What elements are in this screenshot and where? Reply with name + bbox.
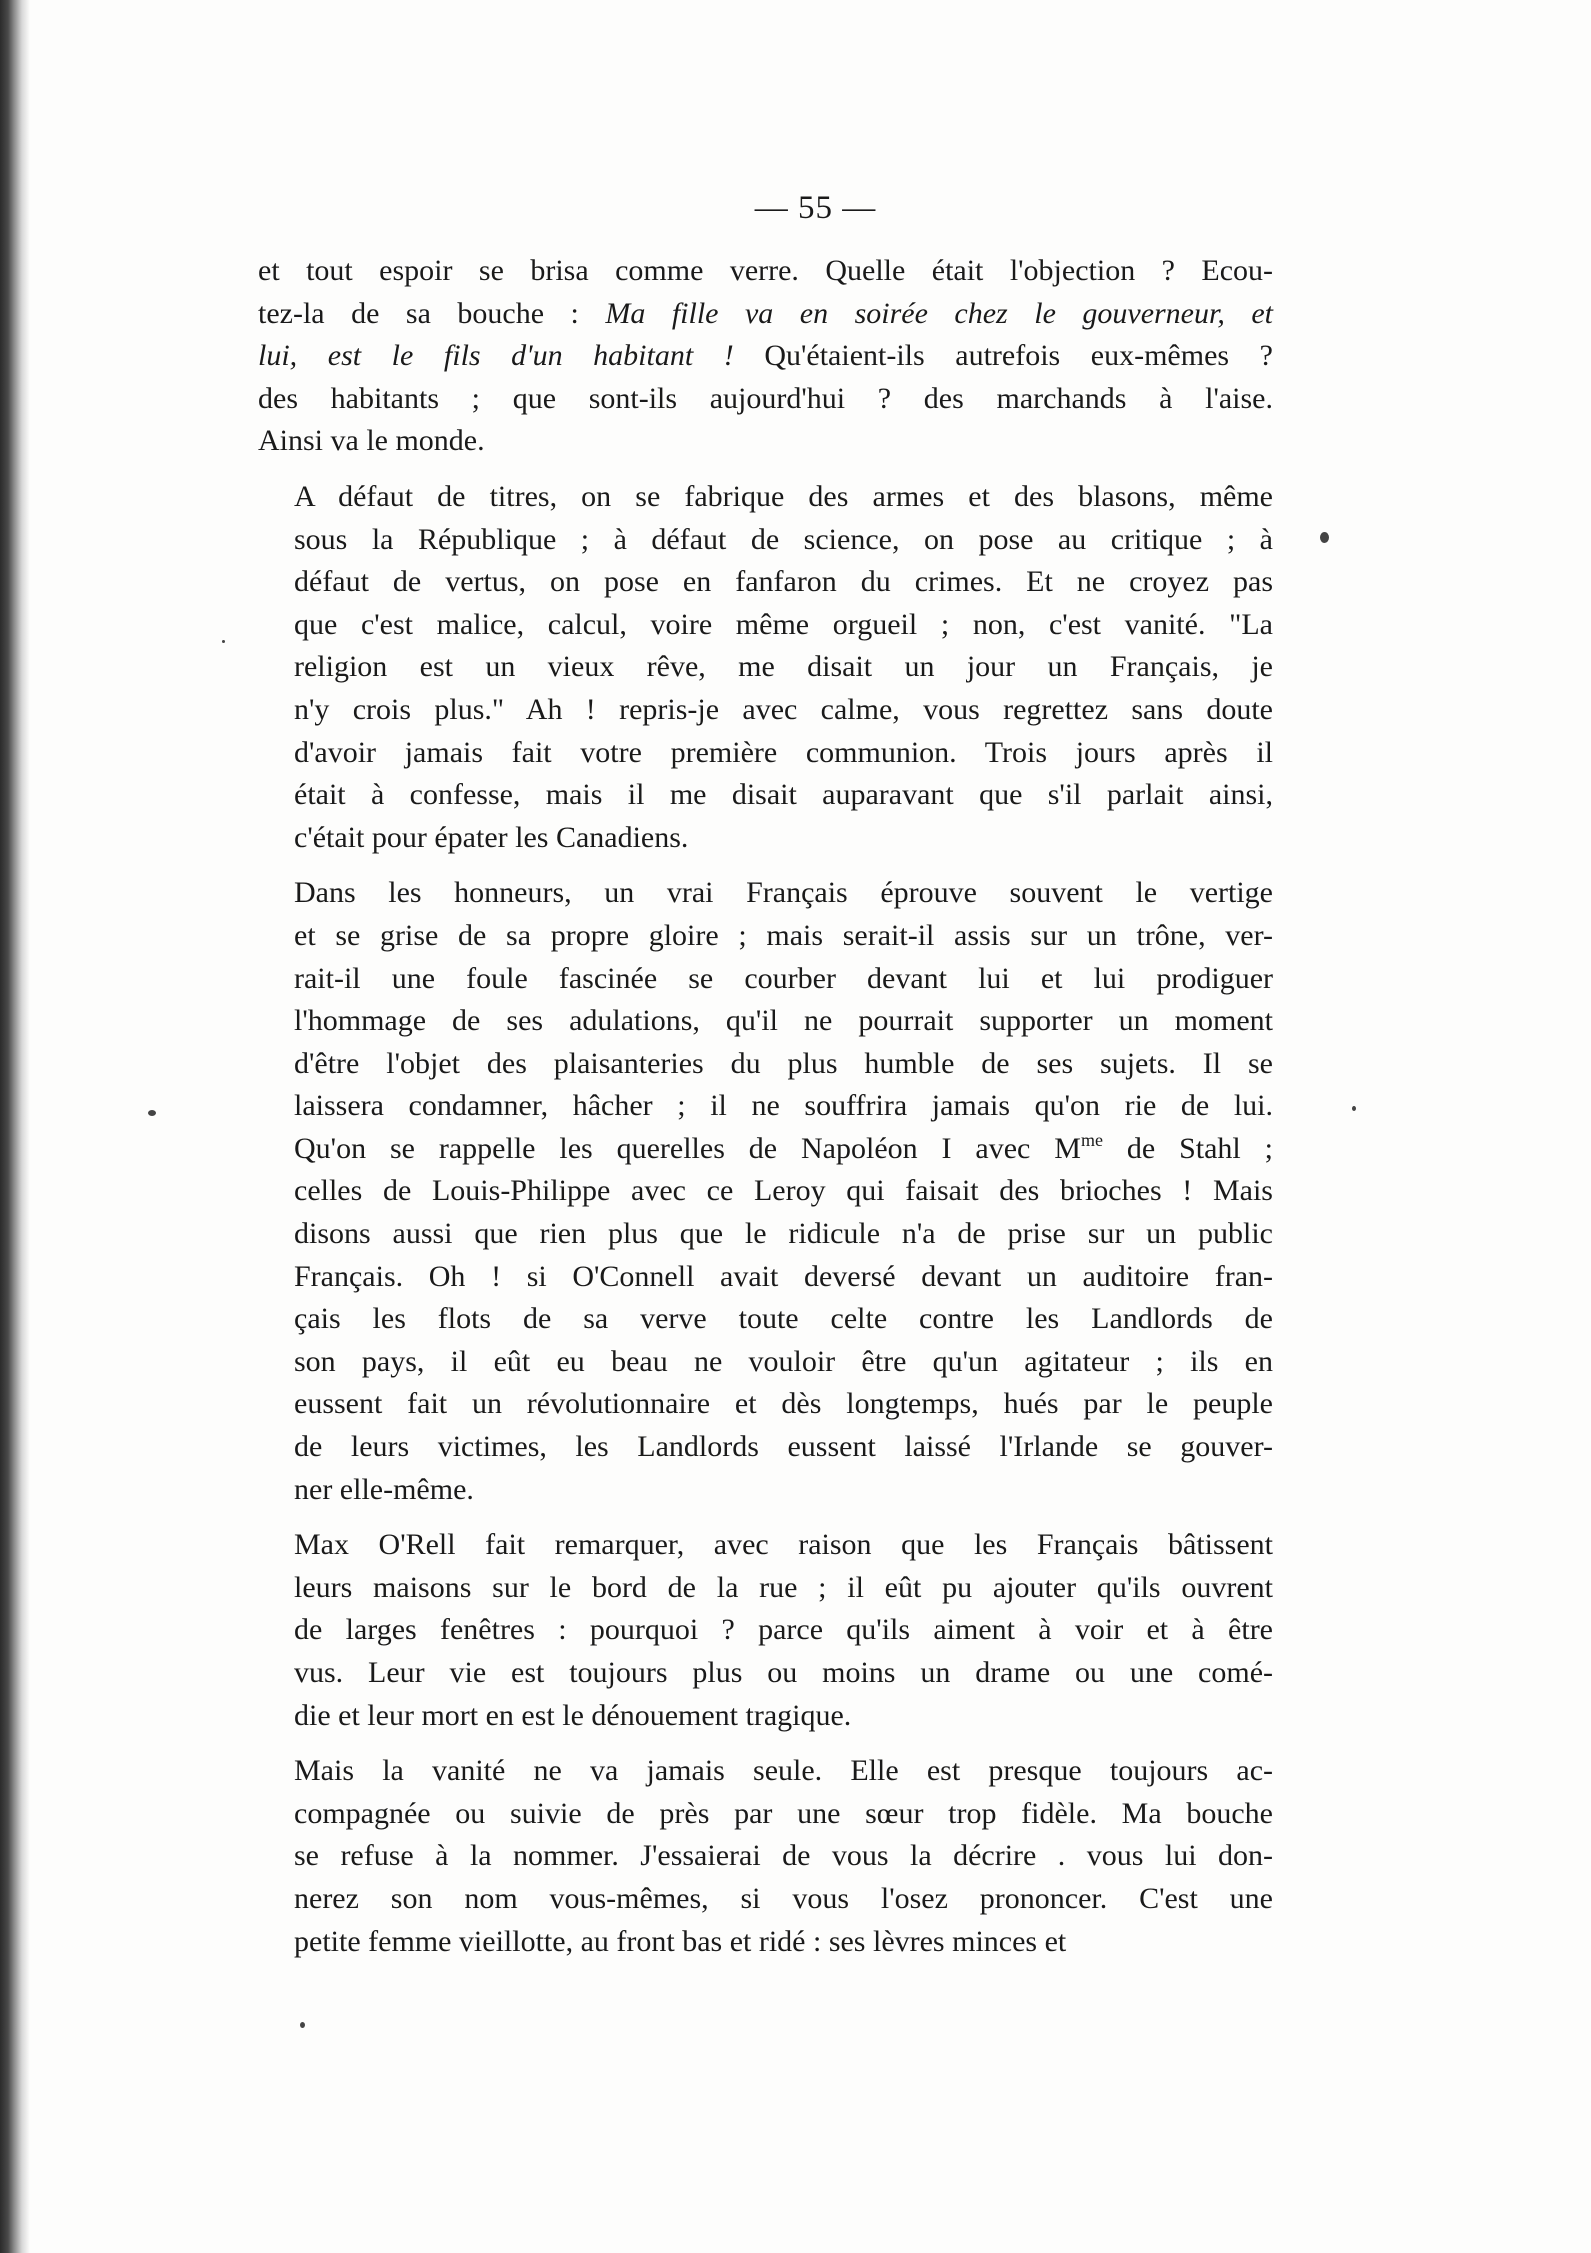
text-line: sous la République ; à défaut de science, on pose au critique ; à bbox=[294, 522, 1273, 556]
text-line: compagnée ou suivie de près par une sœur trop fidèle. Ma bouche bbox=[294, 1796, 1273, 1830]
text-line: de larges fenêtres : pourquoi ? parce qu'ils aiment à voir et à être bbox=[294, 1613, 1273, 1647]
text-line: petite femme vieillotte, au front bas et ridé : ses lèvres minces et bbox=[294, 1924, 1067, 1958]
text-line: son pays, il eût eu beau ne vouloir être qu'un agitateur ; ils en bbox=[294, 1344, 1273, 1378]
scan-speck bbox=[148, 1110, 156, 1116]
scan-speck bbox=[1320, 532, 1329, 543]
italic-text: Ma fille va en soirée chez le gouverneur, et bbox=[605, 296, 1273, 330]
text-line: rait-il une foule fascinée se courber devant lui et lui prodiguer bbox=[294, 961, 1273, 995]
text-line: disons aussi que rien plus que le ridicule n'a de prise sur un public bbox=[294, 1217, 1273, 1251]
text-line: ner elle-même. bbox=[294, 1472, 474, 1506]
scan-speck bbox=[300, 2022, 305, 2028]
paragraph bbox=[258, 476, 1273, 859]
text-line: c'était pour épater les Canadiens. bbox=[294, 820, 689, 854]
text-line: Max O'Rell fait remarquer, avec raison que les Français bâtissent bbox=[294, 1528, 1273, 1562]
paragraph bbox=[258, 250, 1273, 463]
text-line: nerez son nom vous-mêmes, si vous l'osez prononcer. C'est une bbox=[294, 1881, 1273, 1915]
text-line: l'hommage de ses adulations, qu'il ne pourrait supporter un moment bbox=[294, 1004, 1273, 1038]
text-line: défaut de vertus, on pose en fanfaron du crimes. Et ne croyez pas bbox=[294, 565, 1273, 599]
text-line: Français. Oh ! si O'Connell avait deversé devant un auditoire fran- bbox=[294, 1259, 1273, 1293]
binding-edge bbox=[0, 0, 30, 2253]
text-line: A défaut de titres, on se fabrique des armes et des blasons, même bbox=[294, 479, 1273, 513]
paragraph bbox=[258, 872, 1273, 1511]
text-line: était à confesse, mais il me disait auparavant que s'il parlait ainsi, bbox=[294, 778, 1273, 812]
text-line: de leurs victimes, les Landlords eussent laissé l'Irlande se gouver- bbox=[294, 1430, 1273, 1464]
text-line: et tout espoir se brisa comme verre. Quelle était l'objection ? Ecou- bbox=[258, 254, 1273, 287]
text-line: que c'est malice, calcul, voire même orgueil ; non, c'est vanité. "La bbox=[294, 607, 1273, 641]
text-line: Ainsi va le monde. bbox=[258, 424, 485, 458]
italic-text: lui, est le fils d'un habitant ! bbox=[258, 339, 734, 373]
paragraph bbox=[258, 1524, 1273, 1737]
text-line: et se grise de sa propre gloire ; mais serait-il assis sur un trône, ver- bbox=[294, 918, 1273, 952]
text-line: leurs maisons sur le bord de la rue ; il eût pu ajouter qu'ils ouvrent bbox=[294, 1570, 1273, 1604]
text-line: se refuse à la nommer. J'essaierai de vous la décrire . vous lui don- bbox=[294, 1839, 1273, 1873]
scan-speck bbox=[222, 640, 225, 643]
body-text bbox=[258, 250, 1273, 1976]
text-line: tez-la de sa bouche : Ma fille va en soirée chez le gouverneur, et bbox=[258, 296, 1273, 330]
text-line: Dans les honneurs, un vrai Français éprouve souvent le vertige bbox=[294, 876, 1273, 910]
text-line: des habitants ; que sont-ils aujourd'hui ? des marchands à l'aise. bbox=[258, 381, 1273, 415]
text-line: d'être l'objet des plaisanteries du plus humble de ses sujets. Il se bbox=[294, 1046, 1273, 1080]
text-line: vus. Leur vie est toujours plus ou moins un drame ou une comé- bbox=[294, 1656, 1273, 1689]
text-line: Qu'on se rappelle les querelles de Napoléon I avec $M^{me}$ de Stahl ; bbox=[294, 1129, 1273, 1165]
text-line: laissera condamner, hâcher ; il ne souffrira jamais qu'on rie de lui. bbox=[294, 1089, 1273, 1123]
text-line: lui, est le fils d'un habitant ! Qu'étaient-ils autrefois eux-mêmes ? bbox=[258, 339, 1273, 373]
text-line: die et leur mort en est le dénouement tragique. bbox=[294, 1698, 852, 1732]
text-line: celles de Louis-Philippe avec ce Leroy qui faisait des brioches ! Mais bbox=[294, 1174, 1273, 1208]
text-line: Mais la vanité ne va jamais seule. Elle est presque toujours ac- bbox=[294, 1754, 1273, 1788]
page-number: — 55 — bbox=[754, 190, 877, 226]
text-line: eussent fait un révolutionnaire et dès longtemps, hués par le peuple bbox=[294, 1387, 1273, 1421]
paragraph bbox=[258, 1750, 1273, 1963]
text-line: d'avoir jamais fait votre première communion. Trois jours après il bbox=[294, 735, 1273, 769]
text-line: n'y crois plus." Ah ! repris-je avec calme, vous regrettez sans doute bbox=[294, 692, 1273, 726]
text-line: çais les flots de sa verve toute celte contre les Landlords de bbox=[294, 1302, 1273, 1336]
scan-speck bbox=[1352, 1106, 1356, 1111]
superscript: me bbox=[1080, 1129, 1103, 1150]
text-line: religion est un vieux rêve, me disait un jour un Français, je bbox=[294, 650, 1273, 684]
